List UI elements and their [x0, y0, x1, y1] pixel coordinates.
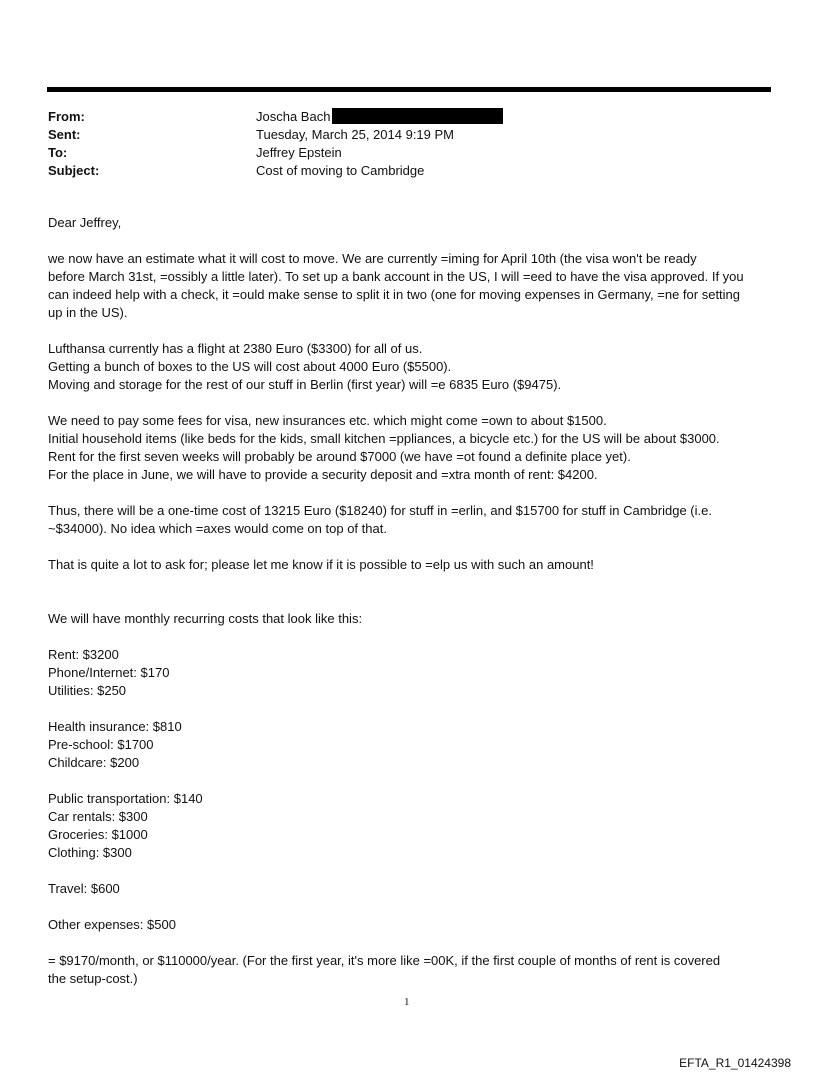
body-line: ~$34000). No idea which =axes would come on top of that. — [48, 521, 387, 536]
body-line: Lufthansa currently has a flight at 2380 Euro ($3300) for all of us. — [48, 341, 423, 356]
document-id: EFTA_R1_01424398 — [679, 1056, 791, 1070]
sent-row — [48, 126, 503, 144]
cost-item: Groceries: $1000 — [48, 827, 148, 842]
body-line: can indeed help with a check, it =ould make sense to split it in two (one for moving expenses in Germany, =ne for setting — [48, 287, 741, 302]
body-line: We need to pay some fees for visa, new insurances etc. which might come =own to about $1500. — [48, 413, 607, 428]
subject-value: Cost of moving to Cambridge — [256, 163, 425, 178]
to-label: To: — [48, 145, 68, 160]
redaction-box — [332, 108, 503, 124]
page-number: 1 — [404, 996, 410, 1008]
cost-item: Rent: $3200 — [48, 647, 119, 662]
cost-item: Travel: $600 — [48, 881, 120, 896]
from-row — [48, 108, 503, 126]
sender-name: Joscha Bach — [256, 109, 331, 124]
cost-item: Public transportation: $140 — [48, 791, 203, 806]
cost-item: Phone/Internet: $170 — [48, 665, 170, 680]
body-line: we now have an estimate what it will cost to move. We are currently =iming for April 10th (the visa won't be ready — [48, 251, 697, 266]
subject-label: Subject: — [48, 163, 100, 178]
cost-item: Childcare: $200 — [48, 755, 140, 770]
cost-item: Utilities: $250 — [48, 683, 127, 698]
monthly-intro: We will have monthly recurring costs that look like this: — [48, 611, 363, 626]
body-line: Getting a bunch of boxes to the US will cost about 4000 Euro ($5500). — [48, 359, 452, 374]
body-line: That is quite a lot to ask for; please let me know if it is possible to =elp us with such an amount! — [48, 557, 594, 572]
header-rule — [47, 87, 771, 92]
body-line: Moving and storage for the rest of our stuff in Berlin (first year) will =e 6835 Euro ($9475). — [48, 377, 562, 392]
total-line: the setup-cost.) — [48, 971, 138, 986]
to-row — [48, 144, 503, 162]
body-line: For the place in June, we will have to provide a security deposit and =xtra month of rent: $4200. — [48, 467, 598, 482]
body-line: up in the US). — [48, 305, 128, 320]
subject-row — [48, 162, 503, 180]
cost-item: Pre-school: $1700 — [48, 737, 154, 752]
body-line: before March 31st, =ossibly a little later). To set up a bank account in the US, I will =eed to have the visa approved. If you — [48, 269, 744, 284]
body-line: Rent for the first seven weeks will probably be around $7000 (we have =ot found a definite place yet). — [48, 449, 631, 464]
cost-item: Clothing: $300 — [48, 845, 132, 860]
greeting: Dear Jeffrey, — [48, 215, 122, 230]
sent-label: Sent: — [48, 127, 81, 142]
email-body — [48, 214, 776, 988]
sent-value: Tuesday, March 25, 2014 9:19 PM — [256, 127, 454, 142]
body-line: Thus, there will be a one-time cost of 13215 Euro ($18240) for stuff in =erlin, and $15700 for stuff in Cambridge (i.e. — [48, 503, 712, 518]
cost-item: Car rentals: $300 — [48, 809, 148, 824]
body-line: Initial household items (like beds for the kids, small kitchen =ppliances, a bicycle etc.) for the US will be about $3000. — [48, 431, 720, 446]
cost-item: Other expenses: $500 — [48, 917, 176, 932]
from-label: From: — [48, 109, 85, 124]
email-header — [48, 108, 503, 180]
from-value — [256, 108, 503, 126]
to-value: Jeffrey Epstein — [256, 145, 342, 160]
total-line: = $9170/month, or $110000/year. (For the first year, it's more like =00K, if the first couple of months of rent is covered — [48, 953, 721, 968]
cost-item: Health insurance: $810 — [48, 719, 182, 734]
